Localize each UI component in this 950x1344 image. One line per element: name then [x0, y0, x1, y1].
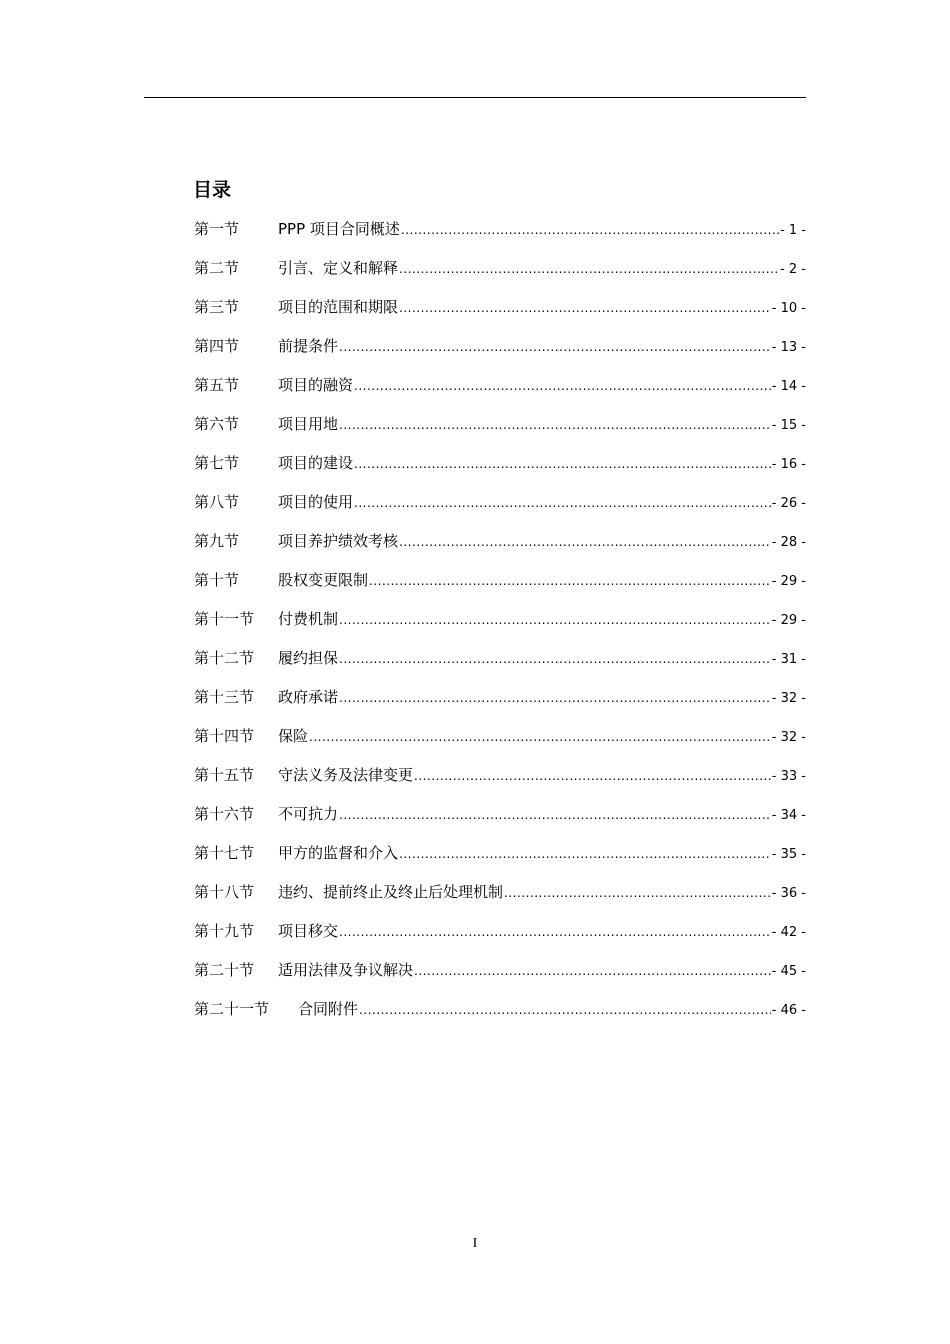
- toc-page-number: - 28 -: [771, 535, 806, 550]
- toc-page-number: - 26 -: [771, 496, 806, 511]
- toc-dot-leader: [354, 375, 771, 397]
- toc-dot-leader: [339, 414, 771, 436]
- toc-section-number: 第二十节: [194, 961, 255, 979]
- toc-section-title: PPP 项目合同概述: [278, 220, 400, 238]
- toc-dot-leader: [339, 336, 771, 358]
- toc-entry[interactable]: [194, 530, 806, 569]
- toc-dot-leader: [339, 609, 771, 631]
- toc-section-title: 履约担保: [278, 649, 339, 667]
- toc-section-title: 甲方的监督和介入: [278, 844, 399, 862]
- toc-page-number: - 32 -: [771, 730, 806, 745]
- toc-dot-leader: [399, 531, 771, 553]
- toc-section-number: 第一节: [194, 220, 240, 238]
- toc-section-title: 项目的范围和期限: [278, 298, 399, 316]
- toc-page-number: - 29 -: [771, 613, 806, 628]
- toc-section-title: 项目的使用: [278, 493, 354, 511]
- toc-section-number: 第九节: [194, 532, 240, 550]
- toc-dot-leader: [399, 258, 779, 280]
- toc-entry[interactable]: [194, 452, 806, 491]
- toc-dot-leader: [359, 999, 771, 1021]
- toc-dot-leader: [399, 297, 771, 319]
- toc-page-number: - 29 -: [771, 574, 806, 589]
- toc-section-number: 第十九节: [194, 922, 255, 940]
- header-rule: [144, 97, 806, 98]
- toc-section-title: 前提条件: [278, 337, 339, 355]
- toc-page-number: - 31 -: [771, 652, 806, 667]
- toc-page-number: - 36 -: [771, 886, 806, 901]
- toc-section-number: 第十二节: [194, 649, 255, 667]
- toc-dot-leader: [309, 726, 771, 748]
- toc-page-number: - 16 -: [771, 457, 806, 472]
- toc-section-title: 项目移交: [278, 922, 339, 940]
- toc-entry[interactable]: [194, 569, 806, 608]
- toc-page-number: - 13 -: [771, 340, 806, 355]
- toc-page-number: - 14 -: [771, 379, 806, 394]
- toc-section-title: 股权变更限制: [278, 571, 369, 589]
- toc-entry[interactable]: [194, 842, 806, 881]
- toc-section-number: 第十四节: [194, 727, 255, 745]
- toc-page-number: - 45 -: [771, 964, 806, 979]
- toc-dot-leader: [414, 765, 771, 787]
- toc-section-number: 第二十一节: [194, 1000, 270, 1018]
- toc-section-number: 第八节: [194, 493, 240, 511]
- toc-page-number: - 42 -: [771, 925, 806, 940]
- toc-section-title: 项目用地: [278, 415, 339, 433]
- toc-entry[interactable]: [194, 296, 806, 335]
- toc-section-number: 第十节: [194, 571, 240, 589]
- toc-page-number: - 10 -: [771, 301, 806, 316]
- toc-entry[interactable]: [194, 374, 806, 413]
- toc-entry[interactable]: [194, 335, 806, 374]
- toc-page-number: - 32 -: [771, 691, 806, 706]
- toc-dot-leader: [401, 219, 779, 241]
- toc-section-number: 第七节: [194, 454, 240, 472]
- toc-entry[interactable]: [194, 725, 806, 764]
- toc-section-number: 第十八节: [194, 883, 255, 901]
- toc-entry[interactable]: [194, 257, 806, 296]
- toc-entry[interactable]: [194, 491, 806, 530]
- toc-section-title: 守法义务及法律变更: [278, 766, 414, 784]
- toc-dot-leader: [339, 648, 771, 670]
- toc-section-number: 第四节: [194, 337, 240, 355]
- toc-entry[interactable]: [194, 686, 806, 725]
- toc-entry[interactable]: [194, 803, 806, 842]
- toc-dot-leader: [339, 921, 771, 943]
- toc-entry[interactable]: [194, 881, 806, 920]
- toc-entry[interactable]: [194, 218, 806, 257]
- toc-entry[interactable]: [194, 764, 806, 803]
- toc-entry[interactable]: [194, 998, 806, 1037]
- toc-entry[interactable]: [194, 959, 806, 998]
- toc-entry[interactable]: [194, 413, 806, 452]
- toc-section-title: 合同附件: [298, 1000, 359, 1018]
- toc-section-number: 第十一节: [194, 610, 255, 628]
- toc-entry[interactable]: [194, 920, 806, 959]
- toc-entry[interactable]: [194, 647, 806, 686]
- toc-section-title: 项目的融资: [278, 376, 354, 394]
- toc-section-number: 第二节: [194, 259, 240, 277]
- toc-page-number: - 15 -: [771, 418, 806, 433]
- toc-section-number: 第五节: [194, 376, 240, 394]
- toc-section-title: 项目养护绩效考核: [278, 532, 399, 550]
- toc-section-number: 第六节: [194, 415, 240, 433]
- toc-section-number: 第十五节: [194, 766, 255, 784]
- toc-dot-leader: [399, 843, 771, 865]
- toc-dot-leader: [354, 492, 771, 514]
- toc-page-number: - 34 -: [771, 808, 806, 823]
- toc-page-number: - 33 -: [771, 769, 806, 784]
- toc-section-number: 第十七节: [194, 844, 255, 862]
- toc-section-title: 适用法律及争议解决: [278, 961, 414, 979]
- toc-dot-leader: [339, 804, 771, 826]
- toc-section-title: 违约、提前终止及终止后处理机制: [278, 883, 504, 901]
- toc-section-title: 不可抗力: [278, 805, 339, 823]
- toc-page-number: - 46 -: [771, 1003, 806, 1018]
- toc-dot-leader: [414, 960, 771, 982]
- toc-list: [194, 218, 806, 1037]
- toc-section-title: 项目的建设: [278, 454, 354, 472]
- toc-entry[interactable]: [194, 608, 806, 647]
- toc-section-number: 第十六节: [194, 805, 255, 823]
- toc-section-title: 政府承诺: [278, 688, 339, 706]
- toc-dot-leader: [369, 570, 771, 592]
- toc-section-number: 第十三节: [194, 688, 255, 706]
- page-number: I: [472, 1236, 478, 1251]
- toc-section-title: 保险: [278, 727, 309, 745]
- toc-section-number: 第三节: [194, 298, 240, 316]
- toc-dot-leader: [339, 687, 771, 709]
- toc-title: 目录: [193, 179, 232, 201]
- toc-dot-leader: [504, 882, 771, 904]
- toc-section-title: 引言、定义和解释: [278, 259, 399, 277]
- toc-page-number: - 1 -: [780, 223, 806, 238]
- toc-page-number: - 2 -: [780, 262, 806, 277]
- toc-page-number: - 35 -: [771, 847, 806, 862]
- toc-section-title: 付费机制: [278, 610, 339, 628]
- toc-dot-leader: [354, 453, 771, 475]
